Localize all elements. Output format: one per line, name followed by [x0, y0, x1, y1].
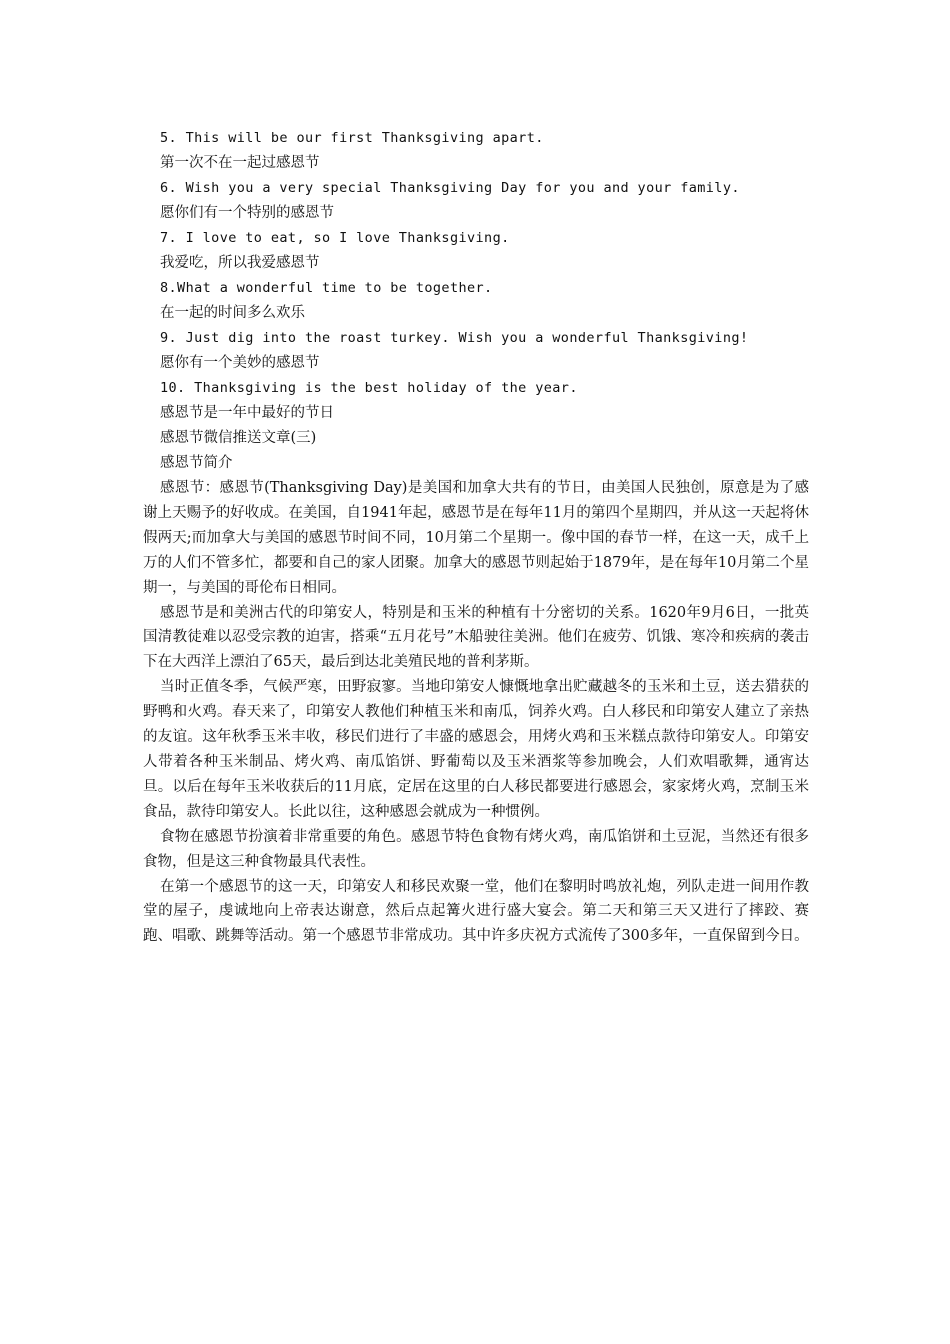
- paragraph-intro: 感恩节：感恩节(Thanksgiving Day)是美国和加拿大共有的节日，由美国人民独创，原意是为了感谢上天赐予的好收成。在美国，自1941年起，感恩节是在每年11月的第四个星期四，并从这一天起将休假两天;而加拿大与美国的感恩节时间不同，10月第二个星期一。像中国的春节一样，在这一天，成千上万的人们不管多忙，都要和自己的家人团聚。加拿大的感恩节则起始于1879年，是在每年10月第二个星期一，与美国的哥伦布日相同。: [143, 480, 809, 596]
- wish-line-en: 8.What a wonderful time to be together.: [160, 280, 493, 296]
- paragraph-first-thanksgiving: 在第一个感恩节的这一天，印第安人和移民欢聚一堂，他们在黎明时鸣放礼炮，列队走进一间用作教堂的屋子，虔诚地向上帝表达谢意，然后点起篝火进行盛大宴会。第二天和第三天又进行了摔跤、赛跑、唱歌、跳舞等活动。第一个感恩节非常成功。其中许多庆祝方式流传了300多年，一直保留到今日。: [143, 878, 809, 945]
- paragraph-winter: 当时正值冬季，气候严寒，田野寂寥。当地印第安人慷慨地拿出贮藏越冬的玉米和土豆，送去猎获的野鸭和火鸡。春天来了，印第安人教他们种植玉米和南瓜，饲养火鸡。白人移民和印第安人建立了亲热的友谊。这年秋季玉米丰收，移民们进行了丰盛的感恩会，用烤火鸡和玉米糕点款待印第安人。印第安人带着各种玉米制品、烤火鸡、南瓜馅饼、野葡萄以及玉米酒浆等参加晚会，人们欢唱歌舞，通宵达旦。以后在每年玉米收获后的11月底，定居在这里的白人移民都要进行感恩会，家家烤火鸡，烹制玉米食品，款待印第安人。长此以往，这种感恩会就成为一种惯例。: [143, 679, 809, 820]
- wish-line-en: 5. This will be our first Thanksgiving apart.: [160, 130, 544, 146]
- wish-line-en: 6. Wish you a very special Thanksgiving Day for you and your family.: [160, 180, 740, 196]
- paragraph-history: 感恩节是和美洲古代的印第安人，特别是和玉米的种植有十分密切的关系。1620年9月6日，一批英国清教徒难以忍受宗教的迫害，搭乘“五月花号”木船驶往美洲。他们在疲劳、饥饿、寒冷和疾病的袭击下在大西洋上漂泊了65天，最后到达北美殖民地的普利茅斯。: [143, 604, 809, 671]
- wish-line-cn: 我爱吃，所以我爱感恩节: [160, 255, 320, 271]
- wish-line-cn: 在一起的时间多么欢乐: [160, 305, 305, 321]
- wish-line-en: 7. I love to eat, so I love Thanksgiving.: [160, 230, 510, 246]
- document-body: [143, 126, 809, 949]
- wish-line-cn: 感恩节是一年中最好的节日: [160, 405, 334, 421]
- article-title: 感恩节微信推送文章(三): [160, 430, 317, 446]
- wish-line-en: 10. Thanksgiving is the best holiday of the year.: [160, 380, 578, 396]
- paragraph-food: 食物在感恩节扮演着非常重要的角色。感恩节特色食物有烤火鸡，南瓜馅饼和土豆泥，当然还有很多食物，但是这三种食物最具代表性。: [143, 828, 809, 870]
- wish-line-en: 9. Just dig into the roast turkey. Wish you a wonderful Thanksgiving!: [160, 330, 749, 346]
- wish-line-cn: 愿你们有一个特别的感恩节: [160, 205, 334, 221]
- wish-line-cn: 愿你有一个美妙的感恩节: [160, 355, 320, 371]
- wish-line-cn: 第一次不在一起过感恩节: [160, 155, 320, 171]
- section-title: 感恩节简介: [160, 455, 233, 471]
